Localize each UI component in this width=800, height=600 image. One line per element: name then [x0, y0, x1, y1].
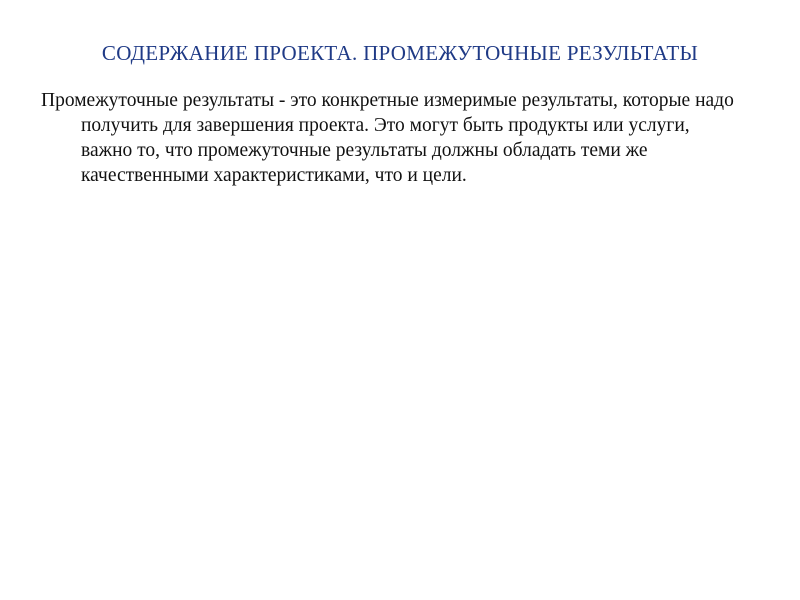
slide-title: СОДЕРЖАНИЕ ПРОЕКТА. ПРОМЕЖУТОЧНЫЕ РЕЗУЛЬТАТЫ — [101, 41, 699, 65]
slide-body — [41, 88, 741, 188]
body-paragraph: Промежуточные результаты - это конкретные измеримые результаты, которые надо получить для завершения проекта. Это могут быть продукты или услуги, важно то, что промежуточные результаты должны обладать теми же качественными характеристиками, что и цели. — [41, 90, 734, 186]
